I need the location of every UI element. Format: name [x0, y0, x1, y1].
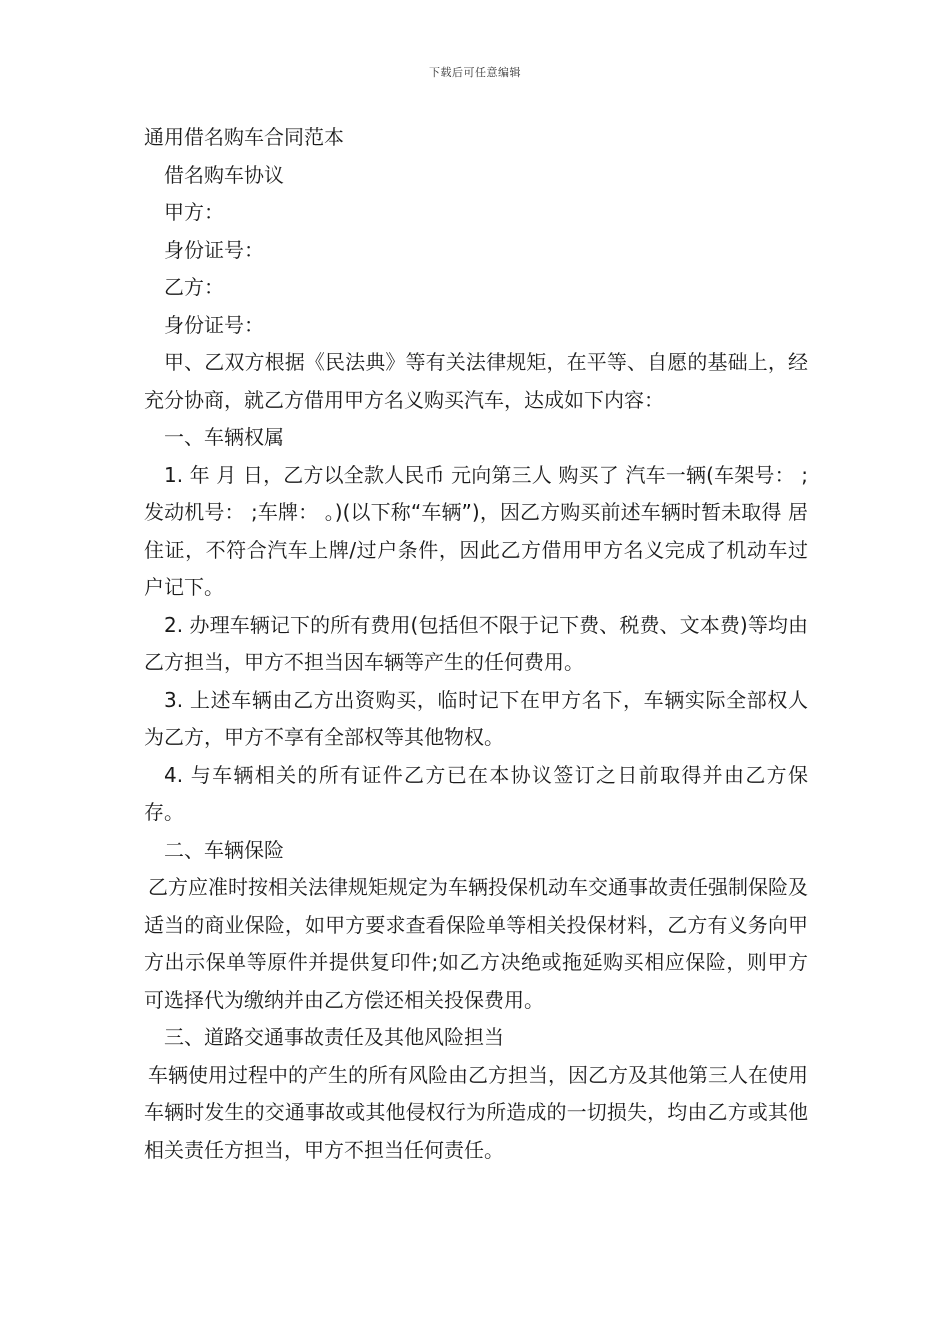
section-1-heading: 一、车辆权属 [164, 425, 284, 449]
intro-paragraph: 甲、乙双方根据《民法典》等有关法律规矩，在平等、自愿的基础上，经充分协商，就乙方借用甲方名义购买汽车，达成如下内容： [144, 350, 808, 412]
clause-2: 2. 办理车辆记下的所有费用(包括但不限于记下费、税费、文本费)等均由乙方担当，甲方不担当因车辆等产生的任何费用。 [144, 612, 808, 674]
page-header-note: 下载后可任意编辑 [429, 66, 521, 79]
section-2-body: 乙方应准时按相关法律规矩规定为车辆投保机动车交通事故责任强制保险及适当的商业保险，如甲方要求查看保险单等相关投保材料，乙方有义务向甲方出示保单等原件并提供复印件;如乙方决绝或拖延购买相应保险，则甲方可选择代为缴纳并由乙方偿还相关投保费用。 [144, 875, 808, 1012]
party-a-id-label: 身份证号： [164, 237, 264, 262]
clause-4: 4. 与车辆相关的所有证件乙方已在本协议签订之日前取得并由乙方保存。 [144, 762, 808, 824]
document-body [144, 119, 808, 1169]
party-b-label: 乙方： [164, 275, 224, 299]
section-3-body: 车辆使用过程中的产生的所有风险由乙方担当，因乙方及其他第三人在使用车辆时发生的交通事故或其他侵权行为所造成的一切损失，均由乙方或其他相关责任方担当，甲方不担当任何责任。 [144, 1062, 808, 1162]
clause-1: 1. 年 月 日，乙方以全款人民币 元向第三人 购买了 汽车一辆(车架号： ;发动机号： ;车牌： 。)(以下称“车辆”)，因乙方购买前述车辆时暂未取得 居住证，不符合汽车上牌/过户条件，因此乙方借用甲方名义完成了机动车过户记下。 [144, 462, 808, 599]
party-a-label: 甲方： [164, 200, 224, 224]
document-subtitle: 借名购车协议 [164, 162, 284, 187]
clause-3: 3. 上述车辆由乙方出资购买，临时记下在甲方名下，车辆实际全部权人为乙方，甲方不享有全部权等其他物权。 [144, 687, 808, 749]
party-b-id-label: 身份证号： [164, 312, 264, 337]
document-title: 通用借名购车合同范本 [144, 125, 344, 149]
section-2-heading: 二、车辆保险 [164, 837, 284, 862]
section-3-heading: 三、道路交通事故责任及其他风险担当 [164, 1025, 504, 1049]
